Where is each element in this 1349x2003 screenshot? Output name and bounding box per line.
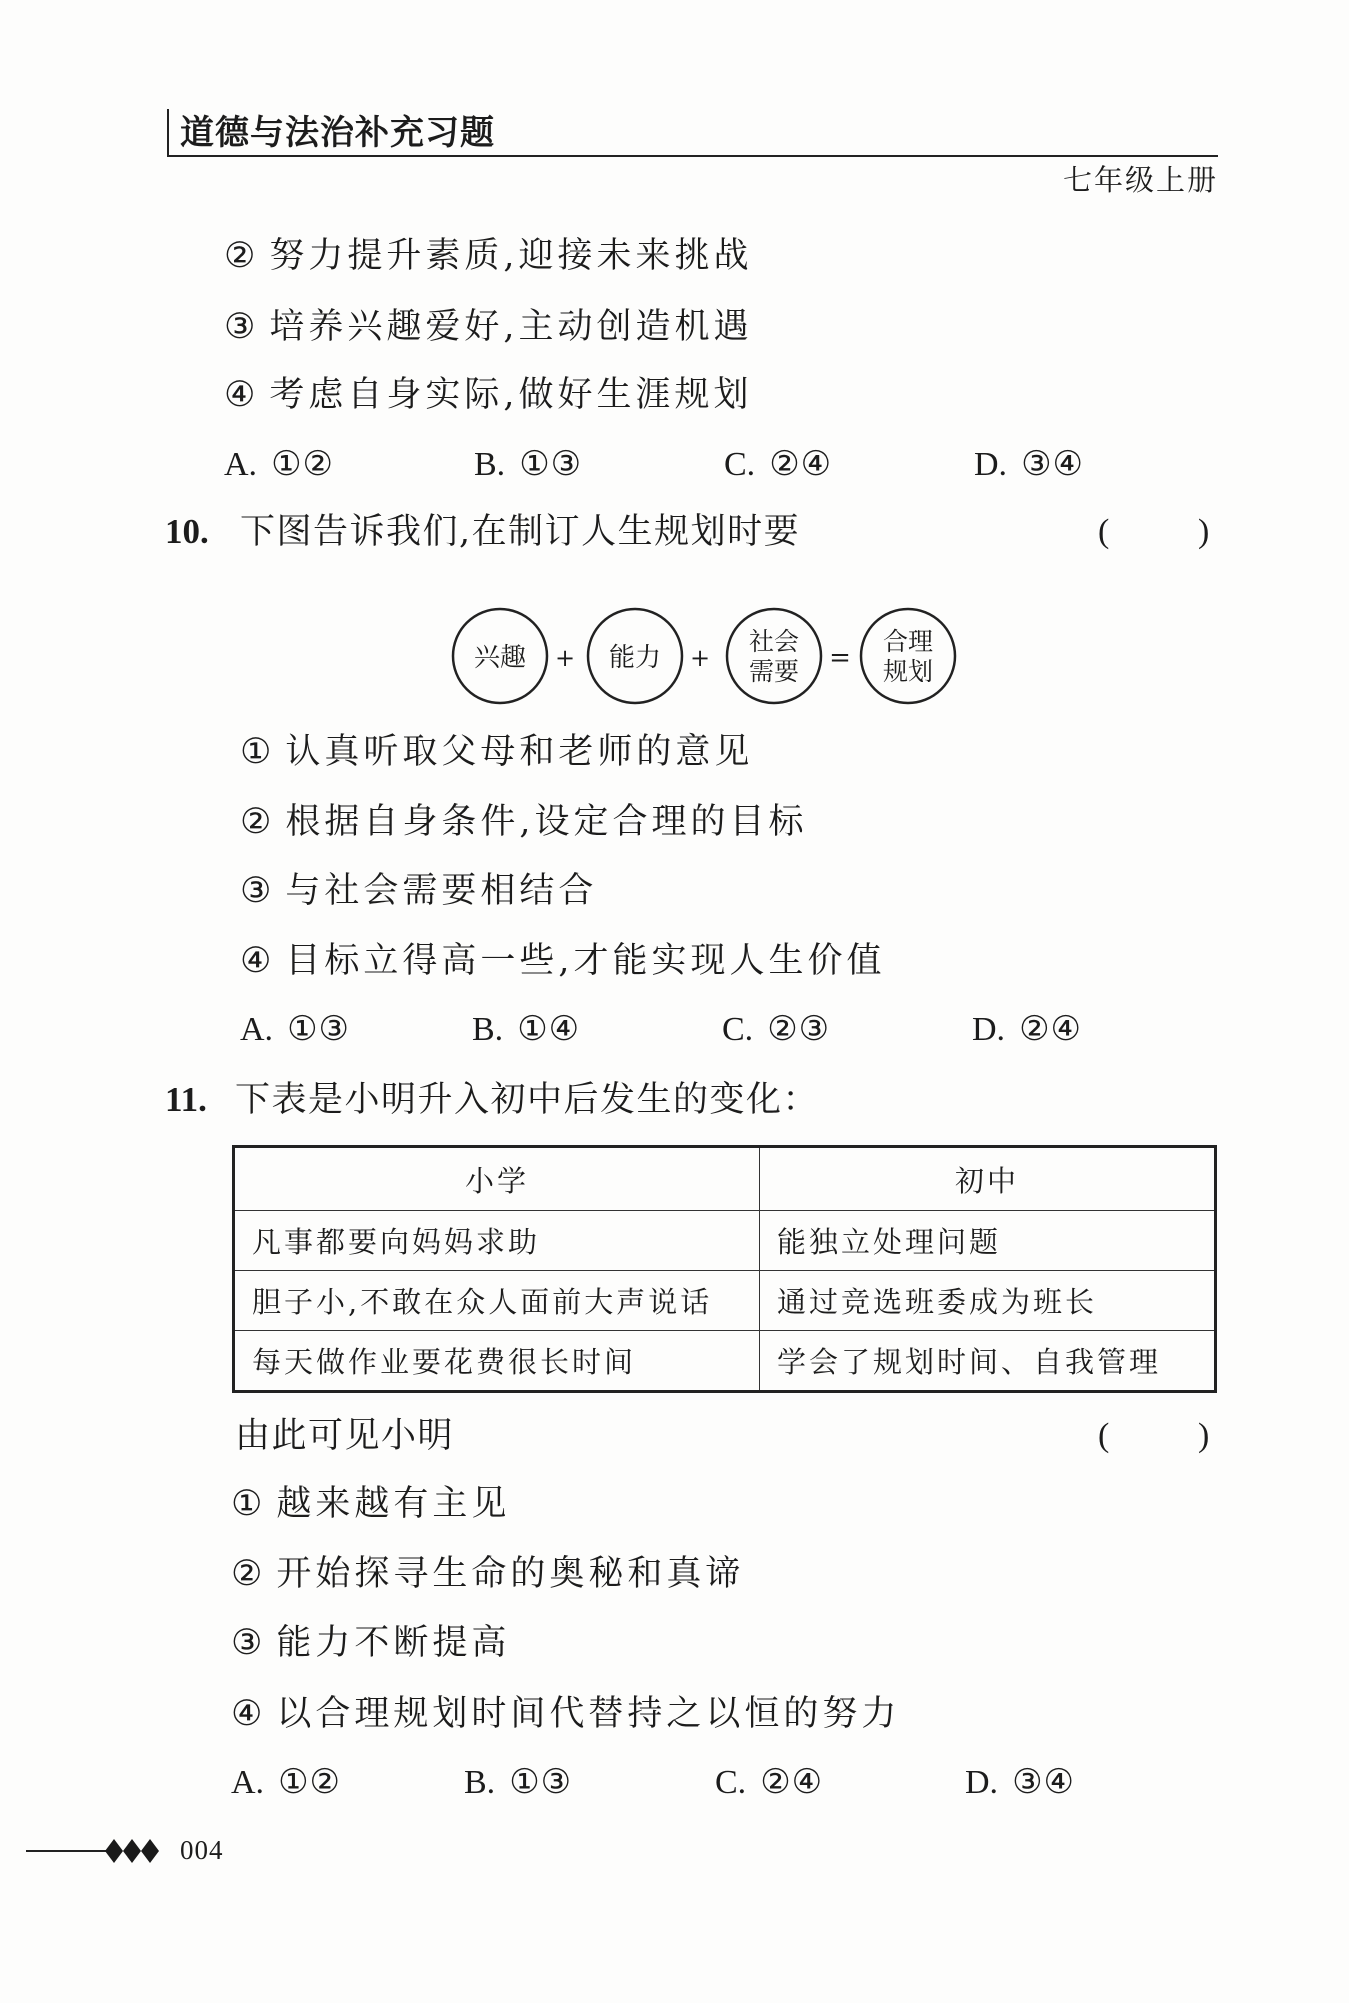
- choice-label: B.: [474, 446, 506, 483]
- choice-value: ①④: [517, 1009, 581, 1049]
- diamond-icon: [105, 1839, 123, 1863]
- diamond-icon: [123, 1839, 141, 1863]
- term-circle-social-needs: [727, 609, 821, 703]
- q9-option-3: [224, 309, 753, 345]
- q11-choice-a: [231, 1764, 341, 1801]
- q11-number: 11.: [165, 1080, 207, 1119]
- option-marker: ④: [231, 1694, 263, 1734]
- table: [232, 1145, 1217, 1393]
- choice-label: A.: [224, 446, 258, 483]
- option-text: 根据自身条件,设定合理的目标: [285, 802, 808, 842]
- q9-choice-d: [974, 446, 1084, 483]
- option-text: 目标立得高一些,才能实现人生价值: [285, 941, 886, 981]
- q11-option-2: [231, 1556, 744, 1592]
- term-reasonable-plan-line1: 合理: [882, 627, 934, 656]
- q9-option-4: [224, 377, 753, 413]
- q10-choice-c: [722, 1011, 830, 1048]
- choice-label: C.: [724, 446, 756, 483]
- choice-label: C.: [722, 1011, 754, 1048]
- option-text: 认真听取父母和老师的意见: [285, 732, 754, 772]
- footer-ornament: [26, 1836, 166, 1866]
- table-row: [234, 1271, 1216, 1331]
- option-text: 越来越有主见: [276, 1484, 511, 1524]
- column-header-junior-high: 初中: [760, 1147, 1216, 1211]
- option-text: 以合理规划时间代替持之以恒的努力: [276, 1694, 901, 1734]
- choice-label: D.: [965, 1764, 999, 1801]
- planning-formula-diagram: [440, 600, 980, 712]
- option-text: 能力不断提高: [276, 1623, 511, 1663]
- column-header-primary-school: 小学: [234, 1147, 760, 1211]
- option-marker: ④: [240, 941, 272, 981]
- choice-label: D.: [974, 446, 1008, 483]
- table-cell: 凡事都要向妈妈求助: [234, 1211, 760, 1271]
- q11-choice-c: [715, 1764, 823, 1801]
- q11-option-3: [231, 1625, 510, 1661]
- q10-stem: 下图告诉我们,在制订人生规划时要: [240, 512, 801, 552]
- header-vertical-bar: [167, 109, 169, 155]
- book-title: 道德与法治补充习题: [180, 113, 495, 153]
- plus-operator: +: [689, 644, 711, 672]
- q10-option-1: [240, 734, 753, 770]
- choice-value: ①③: [509, 1762, 573, 1802]
- q11-answer-paren-open: (: [1098, 1417, 1110, 1454]
- table-cell: 每天做作业要花费很长时间: [234, 1331, 760, 1392]
- q10-option-3: [240, 873, 597, 909]
- q10-choice-d: [972, 1011, 1082, 1048]
- table-cell: 胆子小,不敢在众人面前大声说话: [234, 1271, 760, 1331]
- diamond-icon: [141, 1839, 159, 1863]
- q11-stem: 下表是小明升入初中后发生的变化：: [235, 1080, 820, 1120]
- q11-answer-paren-close: ): [1198, 1417, 1210, 1454]
- option-text: 开始探寻生命的奥秘和真谛: [276, 1554, 745, 1594]
- option-marker: ①: [240, 732, 272, 772]
- term-social-needs-line1: 社会: [748, 627, 800, 656]
- table-header-row: [234, 1147, 1216, 1211]
- option-marker: ②: [231, 1554, 263, 1594]
- choice-label: D.: [972, 1011, 1006, 1048]
- q10-choice-b: [472, 1011, 580, 1048]
- option-marker: ②: [224, 236, 256, 276]
- q9-choice-b: [474, 446, 582, 483]
- table-row: [234, 1211, 1216, 1271]
- choice-value: ①②: [278, 1762, 342, 1802]
- option-marker: ③: [224, 307, 256, 347]
- q10-option-4: [240, 943, 886, 979]
- option-marker: ③: [231, 1623, 263, 1663]
- page-number: 004: [180, 1835, 224, 1865]
- plus-operator: +: [554, 644, 576, 672]
- option-marker: ③: [240, 871, 272, 911]
- q9-choice-c: [724, 446, 832, 483]
- q11-choice-b: [464, 1764, 572, 1801]
- choice-value: ②③: [767, 1009, 831, 1049]
- option-marker: ④: [224, 375, 256, 415]
- option-text: 努力提升素质,迎接未来挑战: [269, 236, 753, 276]
- term-social-needs-line2: 需要: [748, 657, 800, 686]
- table-row: [234, 1331, 1216, 1392]
- q11-choice-d: [965, 1764, 1075, 1801]
- choice-value: ②④: [1019, 1009, 1083, 1049]
- choice-value: ②④: [769, 444, 833, 484]
- choice-value: ①②: [271, 444, 335, 484]
- choice-label: B.: [464, 1764, 496, 1801]
- q11-sub-stem: 由此可见小明: [235, 1416, 455, 1456]
- option-text: 培养兴趣爱好,主动创造机遇: [269, 307, 753, 347]
- choice-label: C.: [715, 1764, 747, 1801]
- option-text: 考虑自身实际,做好生涯规划: [269, 375, 753, 415]
- term-ability: 能力: [608, 643, 662, 673]
- choice-value: ②④: [760, 1762, 824, 1802]
- choice-label: B.: [472, 1011, 504, 1048]
- change-comparison-table: [232, 1145, 1214, 1388]
- table-cell: 能独立处理问题: [760, 1211, 1216, 1271]
- equals-operator: =: [829, 643, 851, 673]
- q11-option-4: [231, 1696, 900, 1732]
- q10-choice-a: [240, 1011, 350, 1048]
- choice-value: ③④: [1012, 1762, 1076, 1802]
- table-cell: 通过竞选班委成为班长: [760, 1271, 1216, 1331]
- choice-label: A.: [231, 1764, 265, 1801]
- header-rule: [167, 155, 1218, 157]
- term-reasonable-plan-line2: 规划: [882, 657, 934, 686]
- choice-label: A.: [240, 1011, 274, 1048]
- option-text: 与社会需要相结合: [285, 871, 598, 911]
- option-marker: ②: [240, 802, 272, 842]
- choice-value: ③④: [1021, 444, 1085, 484]
- q9-option-2: [224, 238, 753, 274]
- choice-value: ①③: [519, 444, 583, 484]
- q11-option-1: [231, 1486, 510, 1522]
- q10-answer-paren-open: (: [1098, 513, 1110, 550]
- choice-value: ①③: [287, 1009, 351, 1049]
- option-marker: ①: [231, 1484, 263, 1524]
- table-cell: 学会了规划时间、自我管理: [760, 1331, 1216, 1392]
- q10-option-2: [240, 804, 808, 840]
- grade-label: 七年级上册: [1062, 163, 1218, 197]
- q10-answer-paren-close: ): [1198, 513, 1210, 550]
- term-interest: 兴趣: [473, 643, 527, 673]
- q10-number: 10.: [165, 512, 209, 551]
- term-circle-reasonable-plan: [861, 609, 955, 703]
- q9-choice-a: [224, 446, 334, 483]
